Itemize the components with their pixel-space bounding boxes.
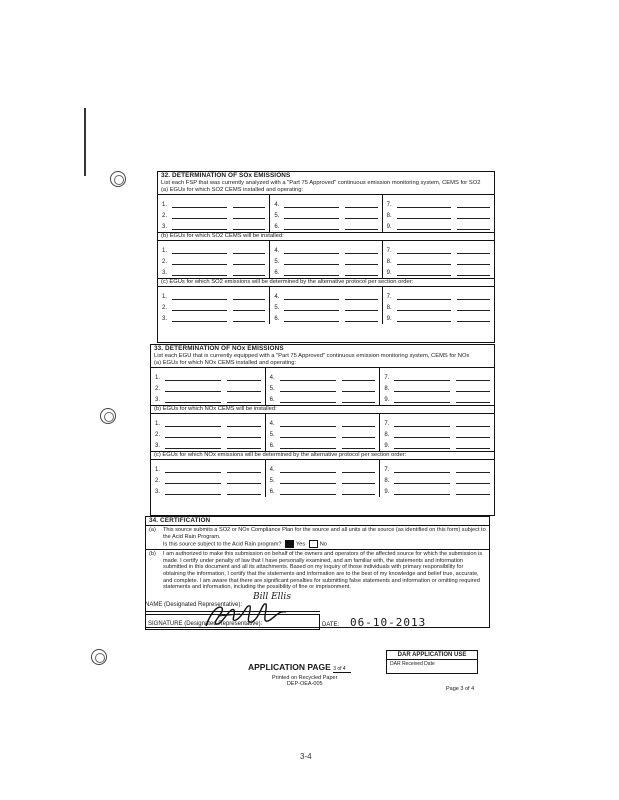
egu-field[interactable] xyxy=(394,441,450,449)
egu-field[interactable] xyxy=(280,476,336,484)
egu-field[interactable] xyxy=(165,487,221,495)
egu-field[interactable] xyxy=(284,314,339,322)
section-32-header: 32. DETERMINATION OF SOx EMISSIONS xyxy=(161,172,291,179)
date-value[interactable]: 06-10-2013 xyxy=(350,616,427,629)
egu-field[interactable] xyxy=(172,200,227,208)
egu-field[interactable] xyxy=(394,373,450,381)
section-32b-label: (b) EGUs for which SO2 CEMS will be installed: xyxy=(158,232,494,240)
section-32c-grid: 1. 2. 3. 4. 5. 6. 7. 8. 9. xyxy=(158,286,494,324)
name-label: NAME (Designated Representative): xyxy=(145,602,243,608)
egu-field[interactable] xyxy=(397,200,452,208)
section-33-nox xyxy=(150,344,495,516)
egu-field[interactable] xyxy=(165,384,221,392)
egu-field[interactable] xyxy=(397,314,452,322)
egu-field[interactable] xyxy=(165,373,221,381)
section-32b-grid: 1. 2. 3. 4. 5. 6. 7. 8. 9. xyxy=(158,240,494,278)
egu-field[interactable] xyxy=(172,246,227,254)
egu-field[interactable] xyxy=(280,465,336,473)
egu-field[interactable] xyxy=(397,292,452,300)
egu-field[interactable] xyxy=(172,303,227,311)
egu-field[interactable] xyxy=(172,268,227,276)
dar-application-use-box xyxy=(386,650,478,674)
section-33-header: 33. DETERMINATION OF NOx EMISSIONS xyxy=(154,345,284,352)
egu-field[interactable] xyxy=(172,222,227,230)
egu-field[interactable] xyxy=(280,441,336,449)
egu-field[interactable] xyxy=(284,292,339,300)
punch-hole-icon xyxy=(110,171,126,187)
egu-field[interactable] xyxy=(284,257,339,265)
section-32a-label: (a) EGUs for which SO2 CEMS installed and operating: xyxy=(161,187,304,193)
no-checkbox[interactable] xyxy=(309,540,318,548)
section-33c-grid: 1. 2. 3. 4. 5. 6. 7. 8. 9. xyxy=(151,459,494,497)
egu-field[interactable] xyxy=(280,419,336,427)
page-of-label: Page 3 of 4 xyxy=(446,686,475,692)
egu-field[interactable] xyxy=(284,211,339,219)
egu-field[interactable] xyxy=(394,465,450,473)
name-value[interactable]: Bill Ellis xyxy=(253,592,291,602)
yes-checkbox[interactable] xyxy=(285,540,294,548)
egu-field[interactable] xyxy=(394,487,450,495)
egu-field[interactable] xyxy=(284,246,339,254)
egu-field[interactable] xyxy=(397,211,452,219)
section-32a-grid: 1. 2. 3. 4. 5. 6. 7. 8. 9. xyxy=(158,194,494,232)
egu-field[interactable] xyxy=(280,395,336,403)
egu-field[interactable] xyxy=(172,257,227,265)
egu-field[interactable] xyxy=(165,476,221,484)
egu-field[interactable] xyxy=(165,465,221,473)
egu-field[interactable] xyxy=(172,314,227,322)
section-33c-label: (c) EGUs for which NOx emissions will be determined by the alternative protocol per section order: xyxy=(151,451,494,459)
section-32-instruction: List each FSP that was currently analyzed with a "Part 75 Approved" continuous emission monitoring system, CEMS for SO2 xyxy=(161,180,481,186)
egu-field[interactable] xyxy=(172,211,227,219)
egu-field[interactable] xyxy=(165,430,221,438)
egu-field[interactable] xyxy=(397,268,452,276)
section-33b-label: (b) EGUs for which NOx CEMS will be installed: xyxy=(151,405,494,413)
cert-b-row: (b) I am authorized to make this submission on behalf of the owners and operators of the affected source for which the submission is made. I certify under penalty of law that I have personally examined, and am familiar with, the statements and information submitted in this document and all its attachments. Based on my inquiry of those individuals with primary responsibility for obtaining the information, I certify that the statements and information are to the best of my knowledge and belief true, accurate, and complete. I am aware that there are significant penalties for submitting false statements and information or omitting required statements and information, including the possibility of fine or imprisonment. xyxy=(146,549,489,592)
egu-field[interactable] xyxy=(394,419,450,427)
egu-field[interactable] xyxy=(280,430,336,438)
cert-a-question: Is this source subject to the Acid Rain program? Yes No xyxy=(163,541,327,548)
scan-edge-mark xyxy=(84,108,86,176)
egu-field[interactable] xyxy=(280,487,336,495)
egu-field[interactable] xyxy=(165,441,221,449)
signature-label: SIGNATURE (Designated Representative): xyxy=(148,621,263,627)
page-number: 3-4 xyxy=(300,752,312,761)
egu-field[interactable] xyxy=(394,430,450,438)
egu-field[interactable] xyxy=(280,384,336,392)
dar-use-sub: DAR Received Date xyxy=(390,661,435,667)
cert-b-text: I am authorized to make this submission on behalf of the owners and operators of the affected source for which the submission is made. I certify under penalty of law that I have personally examined, and am familiar with, the statements and information submitted in this document and all its attachments. Based on my inquiry of those individuals with primary responsibility for obtaining the information, I certify that the statements and information are to the best of my knowledge and belief true, accurate, and complete. I am aware that there are significant penalties for submitting false statements and information or omitting required statements and information, including the possibility of fine or imprisonment. xyxy=(163,551,483,591)
date-label: DATE: xyxy=(322,622,340,628)
egu-field[interactable] xyxy=(394,476,450,484)
egu-field[interactable] xyxy=(397,303,452,311)
signature-image[interactable] xyxy=(200,596,290,632)
application-page-label: APPLICATION PAGE 3 of 4 xyxy=(248,662,351,673)
egu-field[interactable] xyxy=(165,395,221,403)
section-33a-label: (a) EGUs for which NOx CEMS installed and operating: xyxy=(154,360,297,366)
section-32-so2 xyxy=(157,171,495,343)
cert-a-text: This source submits a SO2 or NOx Compliance Plan for the source and all units at the source (as identified on this form) subject to the Acid Rain Program. xyxy=(163,527,486,540)
punch-hole-icon xyxy=(91,649,107,665)
egu-field[interactable] xyxy=(284,222,339,230)
cert-a-row: (a) This source submits a SO2 or NOx Compliance Plan for the source and all units at the source (as identified on this form) subject to the Acid Rain Program. Is this source subject to the Acid Rain program? Yes No xyxy=(146,525,489,549)
section-33b-grid: 1. 2. 3. 4. 5. 6. 7. 8. 9. xyxy=(151,413,494,451)
dar-use-title: DAR APPLICATION USE xyxy=(387,651,477,660)
egu-field[interactable] xyxy=(172,292,227,300)
punch-hole-icon xyxy=(100,408,116,424)
section-33a-grid: 1. 2. 3. 4. 5. 6. 7. 8. 9. xyxy=(151,367,494,405)
egu-field[interactable] xyxy=(284,268,339,276)
section-34-header: 34. CERTIFICATION xyxy=(149,517,211,524)
application-page-number: 3 of 4 xyxy=(333,666,351,673)
date-row xyxy=(320,614,490,632)
egu-field[interactable] xyxy=(397,257,452,265)
printed-note: Printed on Recycled Paper DEP-OEA-005 xyxy=(272,675,338,687)
egu-field[interactable] xyxy=(280,373,336,381)
egu-field[interactable] xyxy=(165,419,221,427)
egu-field[interactable] xyxy=(284,303,339,311)
section-33-instruction: List each EGU that is currently equipped with a "Part 75 Approved" continuous emission monitoring system, CEMS for NOx xyxy=(154,353,470,359)
egu-field[interactable] xyxy=(397,246,452,254)
egu-field[interactable] xyxy=(397,222,452,230)
egu-field[interactable] xyxy=(394,384,450,392)
section-32c-label: (c) EGUs for which SO2 emissions will be determined by the alternative protocol per section order: xyxy=(158,278,494,286)
egu-field[interactable] xyxy=(284,200,339,208)
egu-field[interactable] xyxy=(394,395,450,403)
